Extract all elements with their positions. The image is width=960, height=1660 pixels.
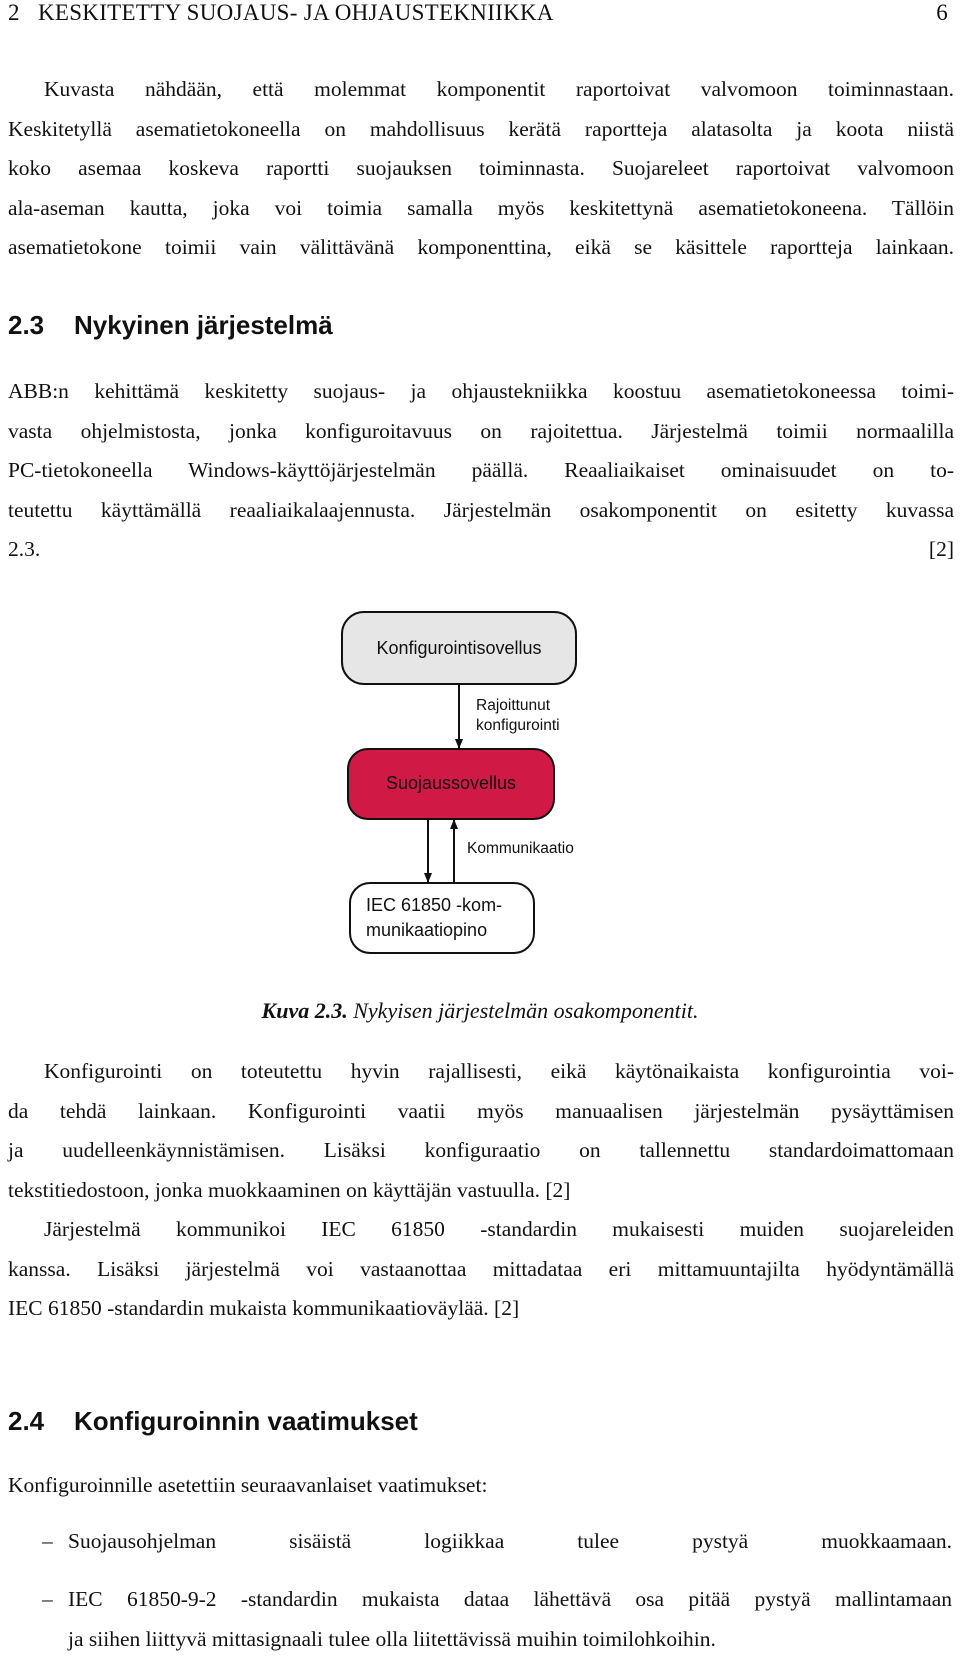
text-line: kanssa. Lisäksi järjestelmä voi vastaanottaa mittadataa eri mittamuuntajilta hyödyntämällä <box>8 1256 954 1281</box>
text-line: koko asemaa koskeva raportti suojauksen toiminnasta. Suojareleet raportoivat valvomoon <box>8 156 954 180</box>
text-line: ja uudelleenkäynnistämisen. Lisäksi konfiguraatio on tallennettu standardoimattomaan <box>8 1138 954 1162</box>
running-header <box>8 0 952 28</box>
text-line: IEC 61850-9-2 -standardin mukaista dataa lähettävä osa pitää pystyä mallintamaan <box>68 1587 952 1611</box>
section-number: 2.3 <box>8 310 45 340</box>
text-line: Keskitetyllä asematietokoneella on mahdollisuus kerätä raportteja alatasolta ja koota niistä <box>8 116 954 141</box>
component-diagram <box>330 606 650 982</box>
limited-config-label-line2: konfigurointi <box>476 717 560 734</box>
text-line: Suojausohjelman sisäistä logiikkaa tulee pystyä muokkaamaan. <box>68 1529 952 1553</box>
text-line: 2.3. [2] <box>8 537 954 561</box>
section-title: Konfiguroinnin vaatimukset <box>74 1406 418 1436</box>
after-figure-paragraph-1 <box>8 1052 954 1210</box>
section-2-4-intro <box>8 1466 954 1506</box>
iec-stack-node <box>350 883 534 953</box>
iec-stack-label-line1: IEC 61850 -kom- <box>366 895 503 915</box>
requirement-text <box>68 1522 952 1562</box>
text-line: asematietokone toimii vain välittävänä komponenttina, eikä se käsittele raportteja lainkaan. <box>8 235 954 259</box>
text-line: ala-aseman kautta, joka voi toimia samalla myös keskitettynä asematietokoneena. Tällöin <box>8 195 954 220</box>
text-line: tekstitiedostoon, jonka muokkaaminen on käyttäjän vastuulla. [2] <box>8 1177 571 1202</box>
text-line: vasta ohjelmistosta, jonka konfiguroitavuus on rajoitettua. Järjestelmä toimii normaalilla <box>8 418 954 443</box>
text-line: Konfigurointi on toteutettu hyvin rajallisesti, eikä käytönaikaista konfigurointia voi- <box>44 1059 954 1083</box>
communication-label: Kommunikaatio <box>467 840 574 857</box>
bullet-dash: – <box>42 1587 53 1611</box>
section-2-3-paragraph <box>8 372 954 570</box>
protection-app-label: Suojaussovellus <box>385 773 517 793</box>
requirement-text <box>68 1580 952 1659</box>
text-line: PC-tietokoneella Windows-käyttöjärjestelmän päällä. Reaaliaikaiset ominaisuudet on to- <box>8 458 954 482</box>
text-line: Kuvasta nähdään, että molemmat komponentit raportoivat valvomoon toiminnastaan. <box>44 77 954 101</box>
section-title: Nykyinen järjestelmä <box>74 310 333 340</box>
requirement-item-2 <box>42 1580 952 1660</box>
after-figure-paragraph-2 <box>8 1210 954 1329</box>
text-line: Konfiguroinnille asetettiin seuraavanlaiset vaatimukset: <box>8 1473 488 1497</box>
chapter-header: 2 KESKITETTY SUOJAUS- JA OHJAUSTEKNIIKKA <box>8 0 554 25</box>
limited-config-label-line1: Rajoittunut <box>476 697 551 714</box>
text-line: ja siihen liittyvä mittasignaali tulee olla liitettävissä muihin toimilohkoihin. <box>68 1626 716 1651</box>
figure-caption <box>0 998 960 1024</box>
config-app-label: Konfigurointisovellus <box>376 638 542 658</box>
section-heading-2-4 <box>8 1406 418 1437</box>
text-line: IEC 61850 -standardin mukaista kommunikaatioväylää. [2] <box>8 1296 520 1320</box>
section-number: 2.4 <box>8 1406 45 1436</box>
caption-label: Kuva 2.3. <box>261 998 348 1023</box>
page-number: 6 <box>936 0 948 25</box>
text-line: teutettu käyttämällä reaaliaikalaajennusta. Järjestelmän osakomponentit on esitetty kuvassa <box>8 497 954 522</box>
intro-paragraph <box>8 70 954 268</box>
caption-text: Nykyisen järjestelmän osakomponentit. <box>353 998 699 1023</box>
section-heading-2-3 <box>8 310 333 341</box>
iec-stack-label-line2: munikaatiopino <box>366 920 488 940</box>
diagram-canvas <box>330 606 650 982</box>
text-line: da tehdä lainkaan. Konfigurointi vaatii myös manuaalisen järjestelmän pysäyttämisen <box>8 1098 954 1123</box>
text-line: Järjestelmä kommunikoi IEC 61850 -standardin mukaisesti muiden suojareleiden <box>44 1217 954 1241</box>
requirement-item-1 <box>42 1522 952 1562</box>
text-line: ABB:n kehittämä keskitetty suojaus- ja ohjaustekniikka koostuu asematietokoneessa toimi- <box>8 379 954 403</box>
bullet-dash: – <box>42 1529 53 1553</box>
